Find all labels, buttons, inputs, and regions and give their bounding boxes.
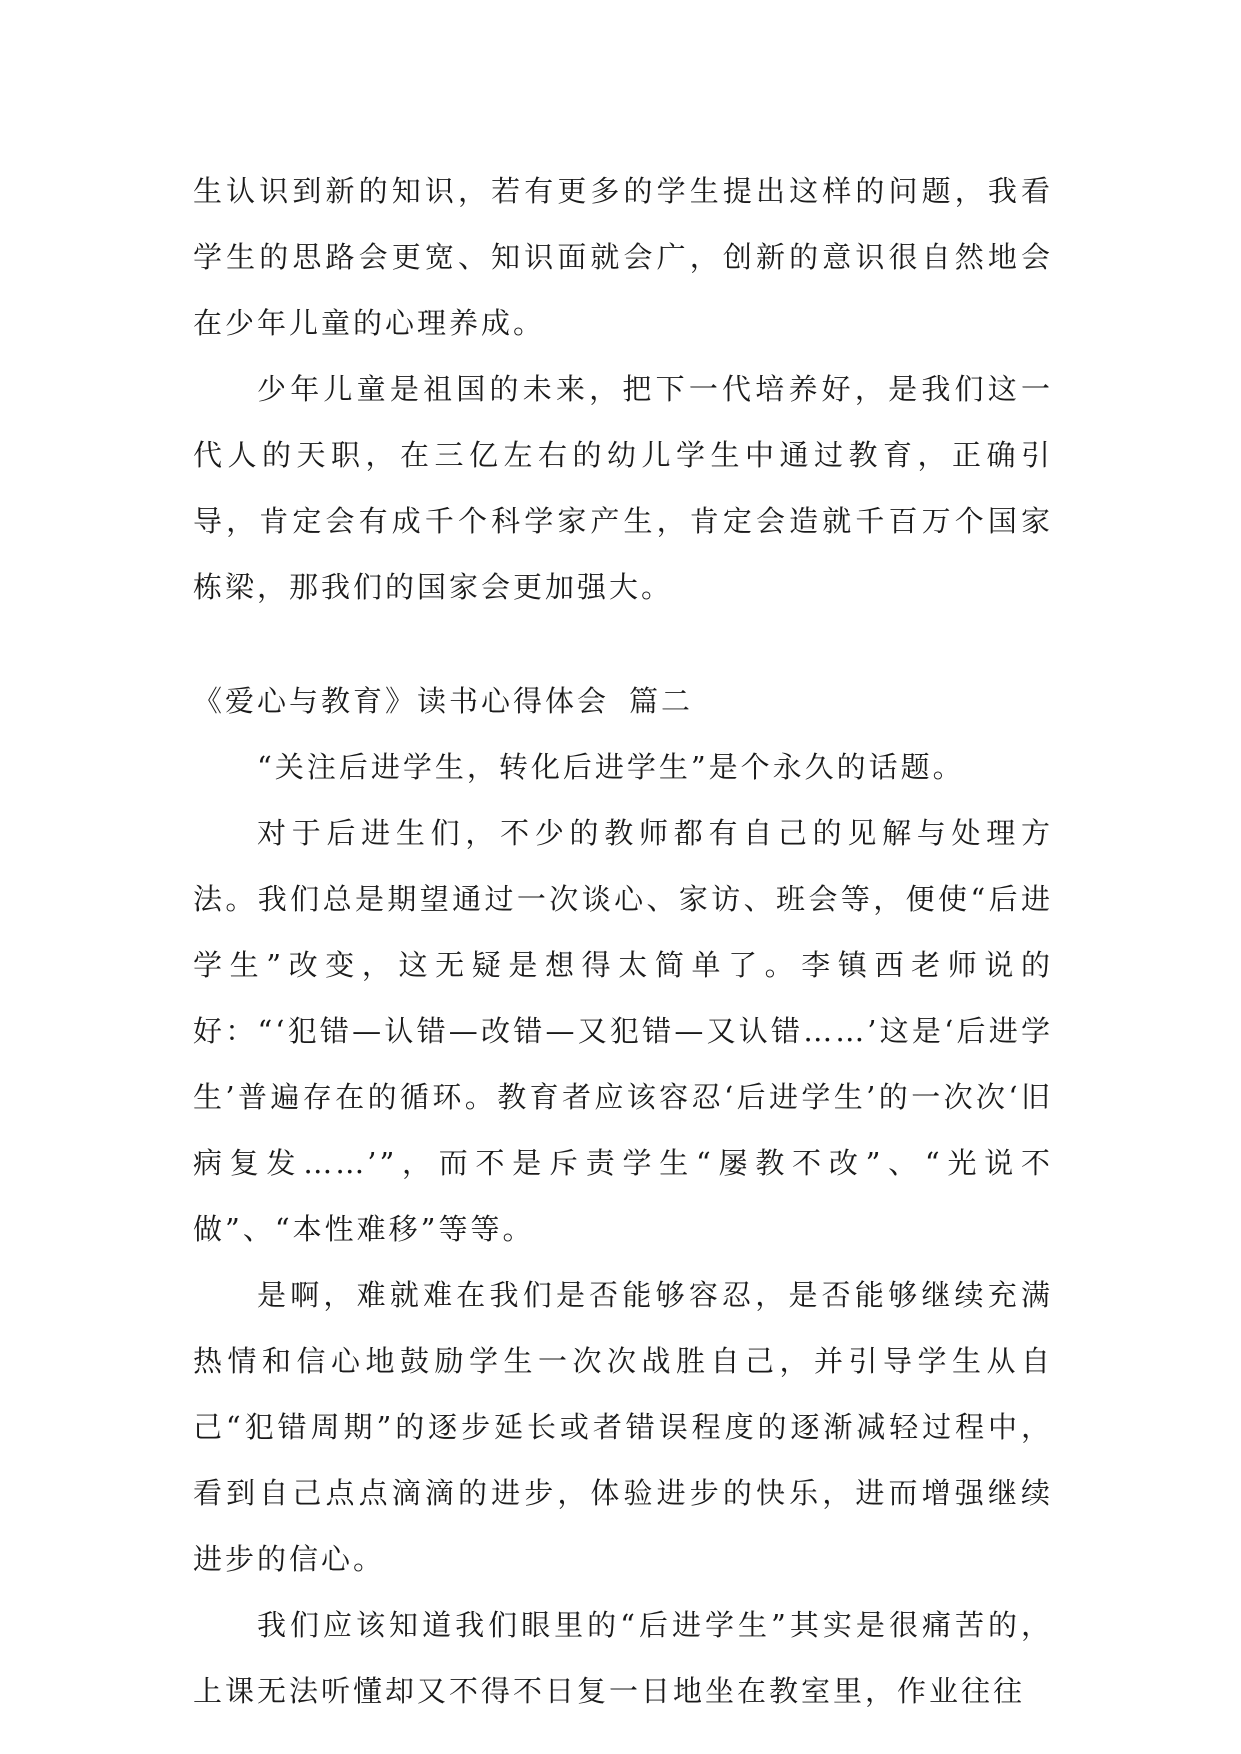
paragraph-students-suffering: 我们应该知道我们眼里的“后进学生”其实是很痛苦的，上课无法听懂却又不得不日复一日地坐在教室里，作业往往 [193,1608,1053,1708]
paragraph-children-future: 少年儿童是祖国的未来，把下一代培养好，是我们这一代人的天职，在三亿左右的幼儿学生中通过教育，正确引导，肯定会有成千个科学家产生，肯定会造就千百万个国家栋梁，那我们的国家会更加强大。 [193,372,1053,604]
paragraph-tolerance: 是啊，难就难在我们是否能够容忍，是否能够继续充满热情和信心地鼓励学生一次次战胜自己，并引导学生从自己“犯错周期”的逐步延长或者错误程度的逐渐减轻过程中，看到自己点点滴滴的进步，体验进步的快乐，进而增强继续进步的信心。 [193,1278,1053,1576]
paragraph-continued: 生认识到新的知识，若有更多的学生提出这样的问题，我看学生的思路会更宽、知识面就会广，创新的意识很自然地会在少年儿童的心理养成。 [193,174,1053,340]
paragraph-topic-statement: “关注后进学生，转化后进学生”是个永久的话题。 [257,750,965,784]
section-gap [193,620,1053,668]
section-heading-suffix: 篇二 [629,684,694,718]
document-body [193,158,1053,1724]
paragraph-teacher-views: 对于后进生们，不少的教师都有自己的见解与处理方法。我们总是期望通过一次谈心、家访、班会等，便使“后进学生”改变，这无疑是想得太简单了。李镇西老师说的好：“‘犯错—认错—改错—又犯错—又认错……’这是‘后进学生’普遍存在的循环。教育者应该容忍‘后进学生’的一次次‘旧病复发……’”，而不是斥责学生“屡教不改”、“光说不做”、“本性难移”等等。 [193,816,1053,1246]
section-heading [193,668,1053,734]
section-heading-main: 《爱心与教育》读书心得体会 [193,684,610,718]
